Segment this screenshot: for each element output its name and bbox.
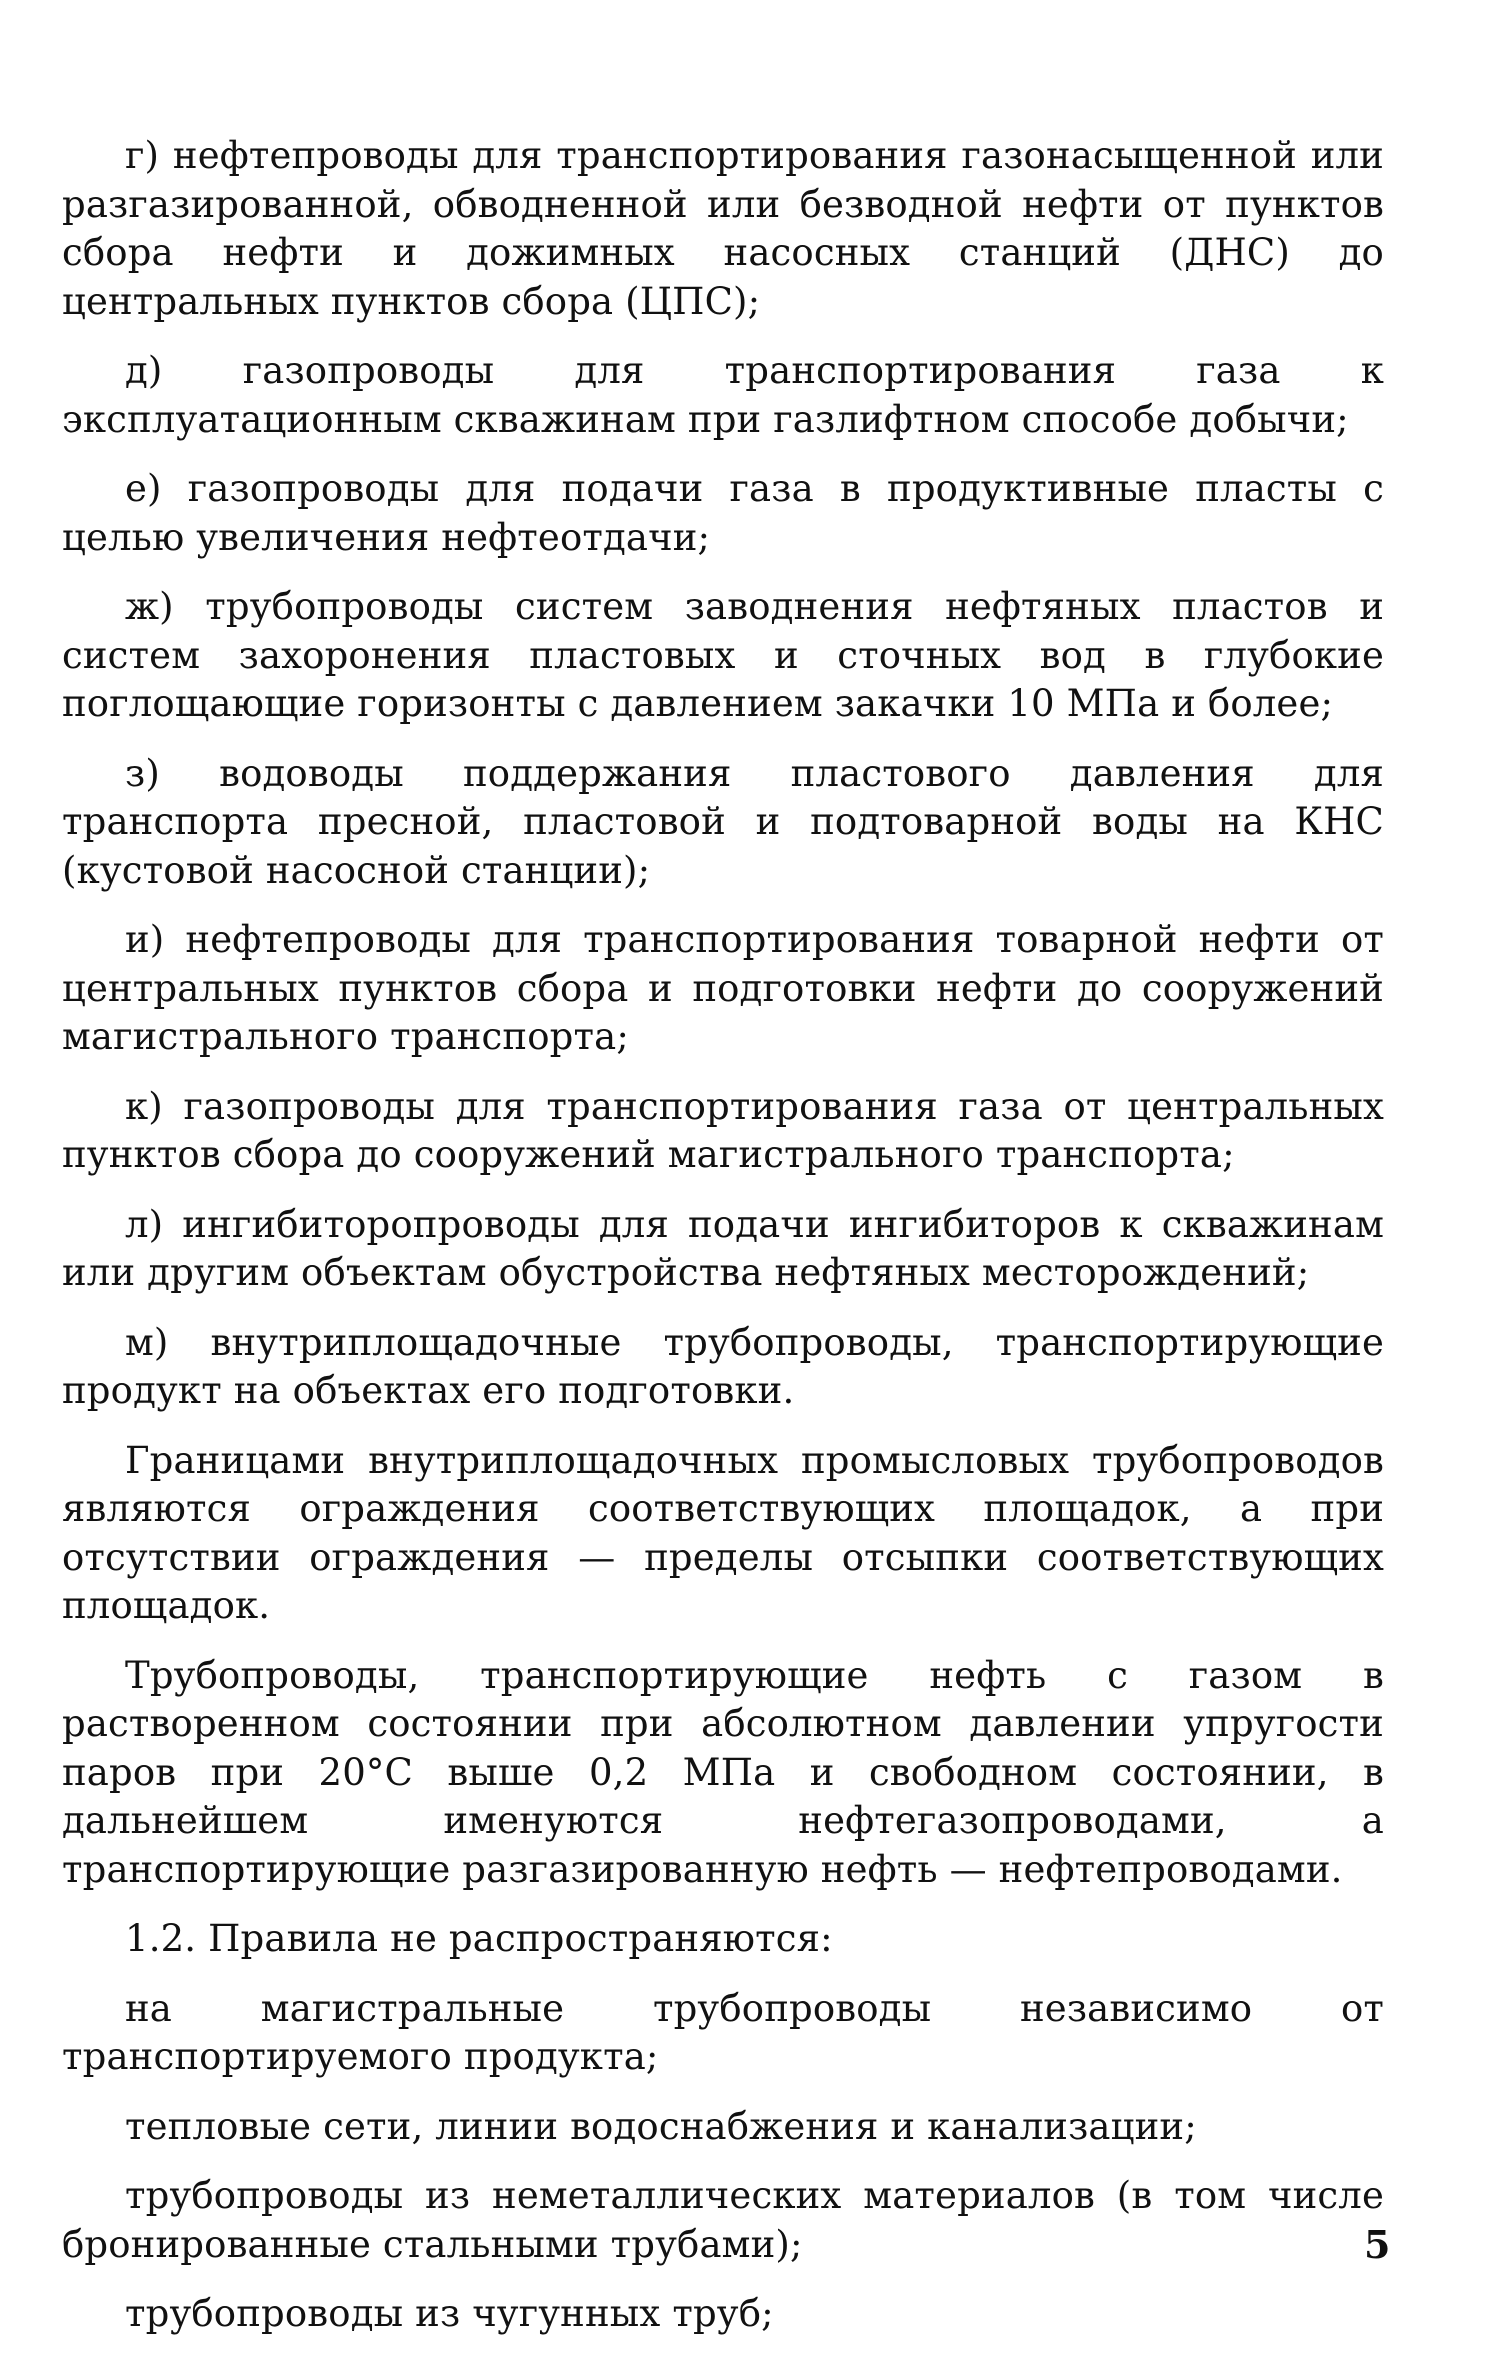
- paragraph-item-z: з) водоводы поддержания пластового давления для транспорта пресной, пластовой и подтоварной воды на КНС (кустовой насосной станции);: [62, 751, 1384, 892]
- exclusion-item-heat-networks: тепловые сети, линии водоснабжения и канализации;: [125, 2104, 1197, 2148]
- page-number: 5: [1364, 2222, 1391, 2267]
- paragraph-boundaries: Границами внутриплощадочных промысловых трубопроводов являются ограждения соответствующих площадок, а при отсутствии ограждения — пределы отсыпки соответствующих площадок.: [62, 1438, 1384, 1627]
- exclusion-item-main-pipelines: на магистральные трубопроводы независимо от транспортируемого продукта;: [62, 1986, 1384, 2078]
- paragraph-item-l: л) ингибиторопроводы для подачи ингибиторов к скважинам или другим объектам обустройства нефтяных месторождений;: [62, 1202, 1384, 1294]
- paragraph-definition: Трубопроводы, транспортирующие нефть с газом в растворенном состоянии при абсолютном давлении упругости паров при 20°С выше 0,2 МПа и свободном состоянии, в дальнейшем именуются нефтегазопроводами, а транспортирующие разгазированную нефть — нефтепроводами.: [62, 1653, 1384, 1891]
- paragraph-item-k: к) газопроводы для транспортирования газа от центральных пунктов сбора до сооружений магистрального транспорта;: [62, 1084, 1384, 1176]
- section-heading-1-2: 1.2. Правила не распространяются:: [125, 1917, 833, 1960]
- paragraph-item-e: е) газопроводы для подачи газа в продуктивные пласты с целью увеличения нефтеотдачи;: [62, 467, 1384, 559]
- paragraph-item-g: г) нефтепроводы для транспортирования газонасыщенной или разгазированной, обводненной или безводной нефти от пунктов сбора нефти и дожимных насосных станций (ДНС) до центральных пунктов сбора (ЦПС);: [62, 134, 1384, 323]
- page-body: [62, 132, 1384, 2360]
- exclusion-item-nonmetallic: трубопроводы из неметаллических материалов (в том числе бронированные стальными трубами);: [62, 2174, 1384, 2266]
- exclusion-item-cast-iron: трубопроводы из чугунных труб;: [125, 2292, 774, 2335]
- paragraph-item-i: и) нефтепроводы для транспортирования товарной нефти от центральных пунктов сбора и подготовки нефти до сооружений магистрального транспорта;: [62, 918, 1384, 1058]
- paragraph-item-m: м) внутриплощадочные трубопроводы, транспортирующие продукт на объектах его подготовки.: [62, 1320, 1384, 1412]
- paragraph-item-d: д) газопроводы для транспортирования газа к эксплуатационным скважинам при газлифтном способе добычи;: [62, 349, 1384, 441]
- paragraph-item-zh: ж) трубопроводы систем заводнения нефтяных пластов и систем захоронения пластовых и сточных вод в глубокие поглощающие горизонты с давлением закачки 10 МПа и более;: [62, 585, 1384, 725]
